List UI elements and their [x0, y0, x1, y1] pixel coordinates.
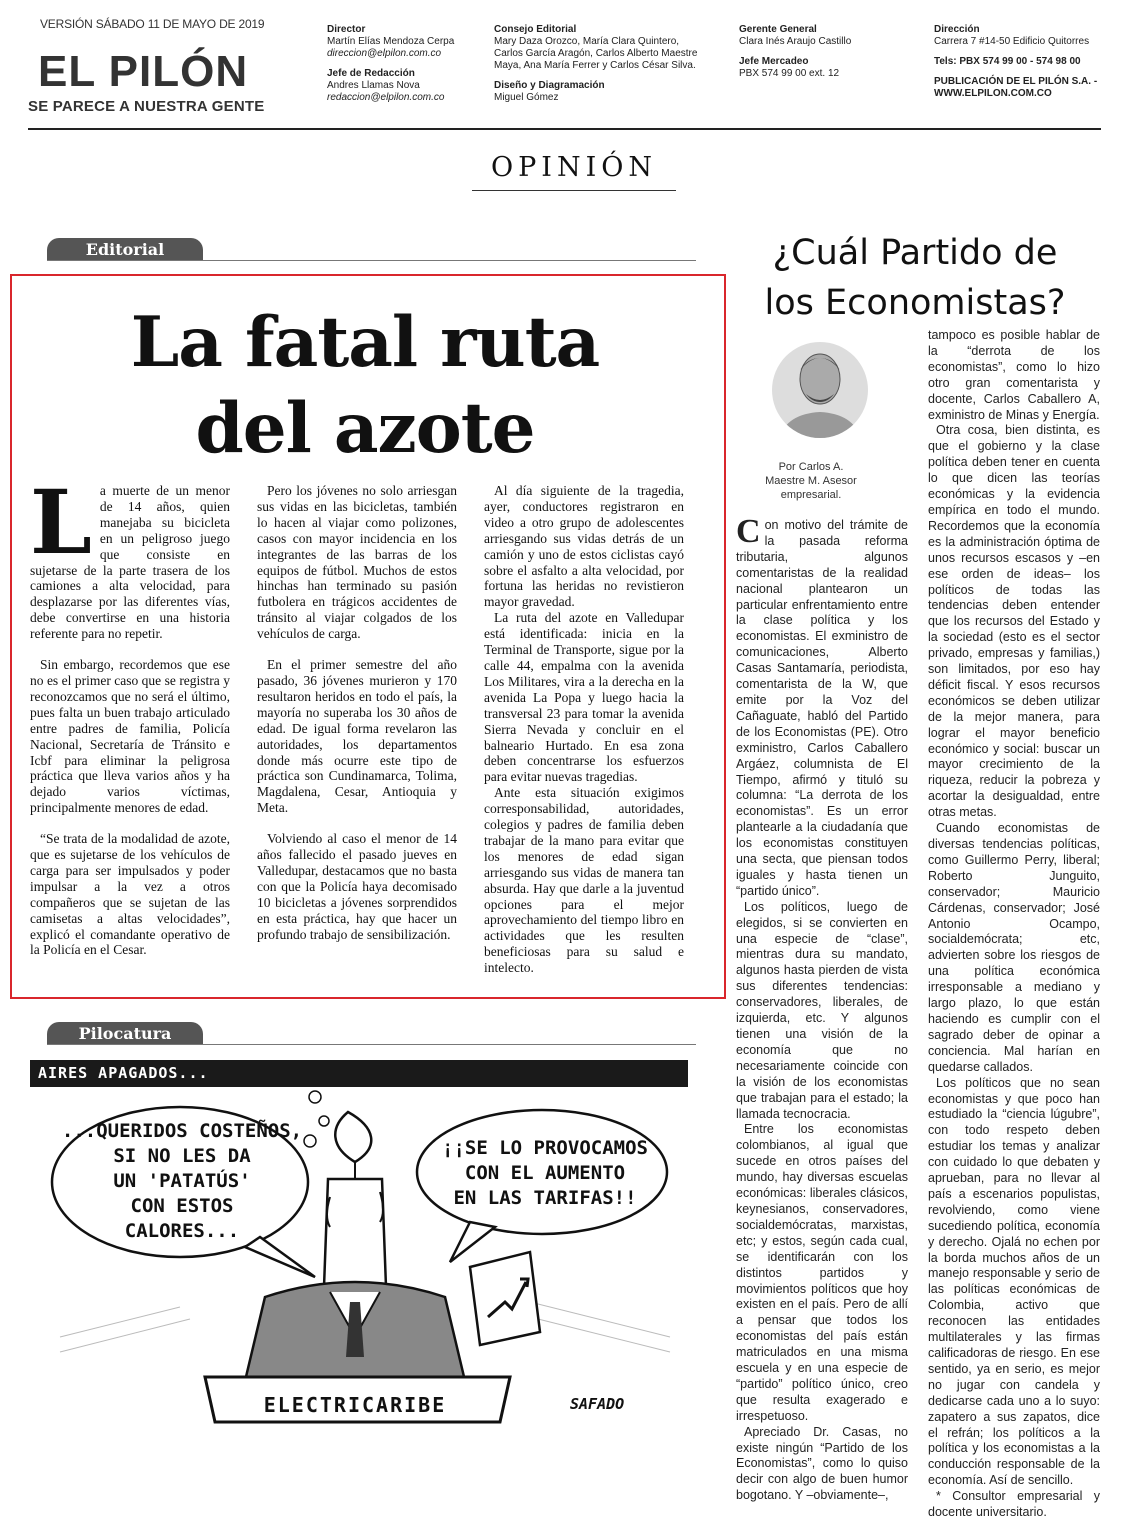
paragraph: Pero los jóvenes no solo arriesgan sus vidas en las bicicletas, también lo hacen al viajar como polizones, casos con mayor incidencia en los integrantes de las barras de los equipos de fútbol. Muchos de estos hinchas han terminado su pasión futbolera en trágicos accidentes de tránsito al viajar colgados de los vehículos de carga. — [257, 483, 457, 642]
steam-puff — [304, 1135, 316, 1147]
staff-column-4 — [934, 24, 1100, 100]
telephones: Tels: PBX 574 99 00 - 574 98 00 — [934, 56, 1081, 67]
staff-column-1 — [327, 24, 477, 112]
gerente-name: Clara Inés Araujo Castillo — [739, 36, 852, 47]
director-name: Martín Elías Mendoza Cerpa — [327, 36, 455, 47]
paragraph: tampoco es posible hablar de la “derrota de los economistas”, como lo hizo otro gran comentarista y docente, Carlos Caballero A, exministro de Minas y Energía. — [928, 328, 1100, 422]
staff-column-2 — [494, 24, 706, 112]
opinion-title-line-1: ¿Cuál Partido de — [772, 233, 1058, 273]
bubble-left-line: CALORES... — [124, 1220, 240, 1242]
paragraph: Entre los economistas colombianos, al igual que sucede en otros países del mundo, hay diversas escuelas económicas: liberales clásicos, keynesianos, conservadores, socialdemócratas, marxistas, etc; y estos, según cada cual, se identificarán con los distintos partidos y movimientos políticos que hoy existen en el país. Pero de allí a pensar que todos los economistas del país están matriculados en una misma escuela y en una especie de “partido” político único, creo que resulta exagerado e irrespetuoso. — [736, 1122, 908, 1423]
cartoon — [30, 1060, 688, 1422]
bubble-right-line: EN LAS TARIFAS!! — [453, 1187, 637, 1209]
speech-bubble-right-tail — [450, 1222, 495, 1262]
candle-head — [304, 1091, 386, 1287]
mercadeo-phone: PBX 574 99 00 ext. 12 — [739, 68, 840, 79]
consejo-names: Mary Daza Orozco, María Clara Quintero, Carlos García Aragón, Carlos Alberto Maestre Maya, Ana María Ferrer y Carlos César Silva. — [494, 36, 698, 71]
director-label: Director — [327, 24, 366, 35]
diseno-name: Miguel Gómez — [494, 92, 559, 103]
candle-body — [324, 1179, 386, 1287]
direccion-label: Dirección — [934, 24, 980, 35]
cartoon-title-bar — [30, 1060, 688, 1087]
opinion-column-1 — [736, 513, 908, 1503]
editorial-column-1 — [30, 470, 230, 958]
bubble-right-line: CON EL AUMENTO — [464, 1162, 626, 1184]
paragraph: on motivo del trámite de la pasada reforma tributaria, algunos comentaristas de la realidad nacional plantearon un particular enfrentamiento entre la clase política y los economistas. El exministro de comunicaciones, Alberto Casas Santamaría, periodista, comentarista de la W, que emite por la Voz del Cañaguate, habló del Partido de los Economistas (PE). Otro exministro, Carlos Caballero Argáez, columnista de El Tiempo, afirmó y tituló su columna: “La derrota de los economistas”. Es un error plantearle a la ciudadanía que los economistas constituyen una secta, que piensan todos iguales y hasta tienen un “partido único”. — [736, 518, 908, 898]
paragraph: Otra cosa, bien distinta, es que el gobierno y la clase política deben tener en cuenta lo que dicen las teorías económicas y la evidencia empírica en todo el mundo. Recordemos que la economía es la administración óptima de unos recursos escasos y –en ese orden de ideas– los políticos de todas las tendencias deben entender que los recursos del Estado y la sociedad (esto es el sector privado, empresas y familias,) son limitados, por eso hay déficit fiscal. Y esos recursos económicos se deben utilizar de la mejor manera, para lograr el mayor beneficio económico y social: buscar un mayor crecimiento de la riqueza, reducir la pobreza y acortar la desigualdad, entre otras metas. — [928, 423, 1100, 820]
bubble-left-line: SI NO LES DA — [113, 1145, 251, 1167]
paragraph: Apreciado Dr. Casas, no existe ningún “Partido de los Economistas”, como lo quiso decir con algo de buen humor bogotano. Y –obviamente–, — [736, 1424, 908, 1503]
bubble-left-line: ...QUERIDOS COSTEÑOS, — [61, 1120, 303, 1142]
opinion-column-2 — [928, 328, 1100, 1520]
mercadeo-label: Jefe Mercadeo — [739, 56, 809, 67]
cartoon-drawing — [30, 1087, 688, 1422]
newspaper-logo: EL PILÓN — [38, 47, 249, 96]
paragraph: Los políticos que no sean economistas y que poco han estudiado la “ciencia lúgubre”, con todo respeto deben estudiar los temas y analizar con cuidado lo que debaten y aprueban, para no llevar al país a escenarios populistas, revolviendo, como viene sucediendo política, economía y derecho. Ojalá no echen por la borda muchos años de un manejo responsable y serio de las políticas económicas de Colombia, activo que reconocen las entidades multilaterales y las firmas calificadoras de riesgo. En ese sentido, ya en serio, es mejor no jugar con candela y dedicarse cada uno a lo suyo: zapatero a sus zapatos, dice el refrán; los políticos a la política y los economistas a la conducción responsable de la economía. Así de sencillo. — [928, 1075, 1100, 1488]
opinion-title-line-2: los Economistas? — [764, 283, 1066, 323]
staff-column-3 — [739, 24, 909, 88]
steam-puff — [319, 1116, 329, 1126]
headline-line-1: La fatal ruta — [130, 302, 600, 383]
jefe-redaccion-label: Jefe de Redacción — [327, 68, 415, 79]
director-email: direccion@elpilon.com.co — [327, 48, 442, 59]
section-title-rule — [472, 190, 676, 191]
consejo-label: Consejo Editorial — [494, 24, 577, 35]
podium-label: ELECTRICARIBE — [263, 1393, 447, 1417]
author-face — [800, 354, 840, 404]
pilocatura-tab-rule — [47, 1044, 696, 1045]
caption-line: Maestre M. Asesor — [765, 475, 857, 487]
paragraph: Sin embargo, recordemos que ese no es el primer caso que se registra y reconozcamos que no será el último, pues falta un buen trabajo articulado entre padres de familia, Policía Nacional, Secretaría de Tránsito e Icbf para eliminar la peligrosa práctica que lleva varios años y ha dejado varios víctimas, principalmente menores de edad. — [30, 657, 230, 816]
paragraph: Volviendo al caso el menor de 14 años fallecido el pasado jueves en Valledupar, destacamos que no basta con que la Policía haya decomisado 10 bicicletas a jóvenes sorprendidos en esta práctica, hay que hacer un profundo trabajo de sensibilización. — [257, 831, 457, 942]
caption-line: empresarial. — [780, 489, 842, 501]
paragraph: Los políticos, luego de elegidos, si se convierten en una especie de “clase”, mientras dura su mandato, algunos hasta pierden de vista sus diferentes tendencias: conservadores, liberales, de izquierda, etc. Y algunos tienen una visión de la economía que no necesariamente coincide con la visión de los economistas que trabajan para el estado; la llamada tecnocracia. — [736, 899, 908, 1121]
edition-date: VERSIÓN SÁBADO 11 DE MAYO DE 2019 — [40, 17, 265, 31]
headline-line-2: del azote — [195, 388, 535, 469]
papers — [470, 1252, 540, 1345]
editorial-column-2 — [257, 483, 457, 942]
direccion-address: Carrera 7 #14-50 Edificio Quitorres — [934, 36, 1090, 47]
speech-bubble-left-tail — [245, 1237, 315, 1277]
paragraph: La ruta del azote en Valledupar está identificada: inicia en la Terminal de Transporte, sigue por la calle 44, empalma con la avenida Los Militares, vira a la derecha en la avenida La Popa y luego hacia la transversal 23 para tomar la avenida Sierra Nevada y concluir en el balneario Hurtado. En esa zona deben concentrarse los esfuerzos para evitar nuevas tragedias. — [484, 610, 684, 785]
flame — [335, 1112, 371, 1162]
newspaper-slogan: SE PARECE A NUESTRA GENTE — [28, 98, 265, 115]
paragraph: Cuando economistas de diversas tendencias políticas, como Guillermo Perry, liberal; Roberto Junguito, conservador; Mauricio Cárdenas, conservador; José Antonio Ocampo, socialdemócrata; etc, advierten sobre los riesgos de una política económica irresponsable a mediano y largo plazo, lo que están haciendo es cumplir con el sagrado deber de opinar a conciencia. Mal harían en quedarse callados. — [928, 821, 1100, 1074]
author-photo — [772, 334, 868, 446]
cartoon-title: AIRES APAGADOS... — [38, 1064, 209, 1082]
paragraph: a muerte de un menor de 14 años, quien manejaba su bicicleta en un peligroso juego que consiste en sujetarse de la parte trasera de los camiones a alta velocidad, para desplazarse por las diferentes vías, debe convertirse en una historia referente para no repetir. — [30, 483, 230, 642]
opinion-dropcap: C — [736, 513, 761, 550]
cartoonist-signature: SAFADO — [570, 1395, 625, 1413]
caption-line: Por Carlos A. — [778, 461, 844, 473]
paragraph: En el primer semestre del año pasado, 36 jóvenes murieron y 170 resultaron heridos en todo el país, la mayoría no superaba los 30 años de edad. De igual forma revelaron las autoridades, los departamentos donde más ocurre este tipo de práctica son Cundinamarca, Tolima, Magdalena, Cesar, Antioquia y Meta. — [257, 657, 457, 816]
speech-bubble-right-text — [442, 1137, 648, 1209]
masthead-divider — [28, 128, 1101, 130]
publication-info: PUBLICACIÓN DE EL PILÓN S.A. - WWW.ELPILON.COM.CO — [934, 76, 1098, 99]
author-caption — [744, 460, 878, 502]
pilocatura-tab: Pilocatura — [47, 1022, 203, 1045]
jefe-redaccion-name: Andres Llamas Nova — [327, 80, 420, 91]
diseno-label: Diseño y Diagramación — [494, 80, 605, 91]
gerente-label: Gerente General — [739, 24, 817, 35]
editorial-dropcap: L — [30, 470, 92, 574]
jefe-redaccion-email: redaccion@elpilon.com.co — [327, 92, 445, 103]
paragraph: “Se trata de la modalidad de azote, que es sujetarse de los vehículos de carga para ser impulsados y poder impulsar a la vez a otros compañeros que se sujetan de las camisetas a altas velocidades”, explicó el comandante operativo de la Policía en el Cesar. — [30, 831, 230, 958]
paragraph: Ante esta situación exigimos corresponsabilidad, autoridades, colegios y padres de familia deben trabajar de la mano para evitar que los menores de edad sigan arriesgando sus vidas de manera tan absurda. Hay que darle a la juventud opciones para el mejor aprovechamiento del tiempo libro en actividades que les resulten beneficiosas para su salud e intelecto. — [484, 785, 684, 976]
editorial-tab-rule — [47, 260, 696, 261]
opinion-title — [730, 228, 1100, 328]
bubble-right-line: ¡¡SE LO PROVOCAMOS — [442, 1137, 648, 1159]
paragraph: Al día siguiente de la tragedia, ayer, conductores registraron en video a otro grupo de adolescentes arriesgando sus vidas detrás de un camión y uno de estos ciclistas cayó sobre el asfalto a alta velocidad, por fortuna las heridas no revistieron mayor gravedad. — [484, 483, 684, 610]
author-note: * Consultor empresarial y docente universitario. — [928, 1489, 1100, 1520]
editorial-column-3 — [484, 483, 684, 976]
bubble-left-line: UN 'PATATÚS' — [113, 1170, 251, 1192]
section-title: OPINIÓN — [490, 152, 658, 183]
steam-puff — [309, 1091, 321, 1103]
editorial-headline — [30, 300, 700, 472]
bubble-left-line: CON ESTOS — [130, 1195, 234, 1217]
editorial-tab: Editorial — [47, 238, 203, 261]
